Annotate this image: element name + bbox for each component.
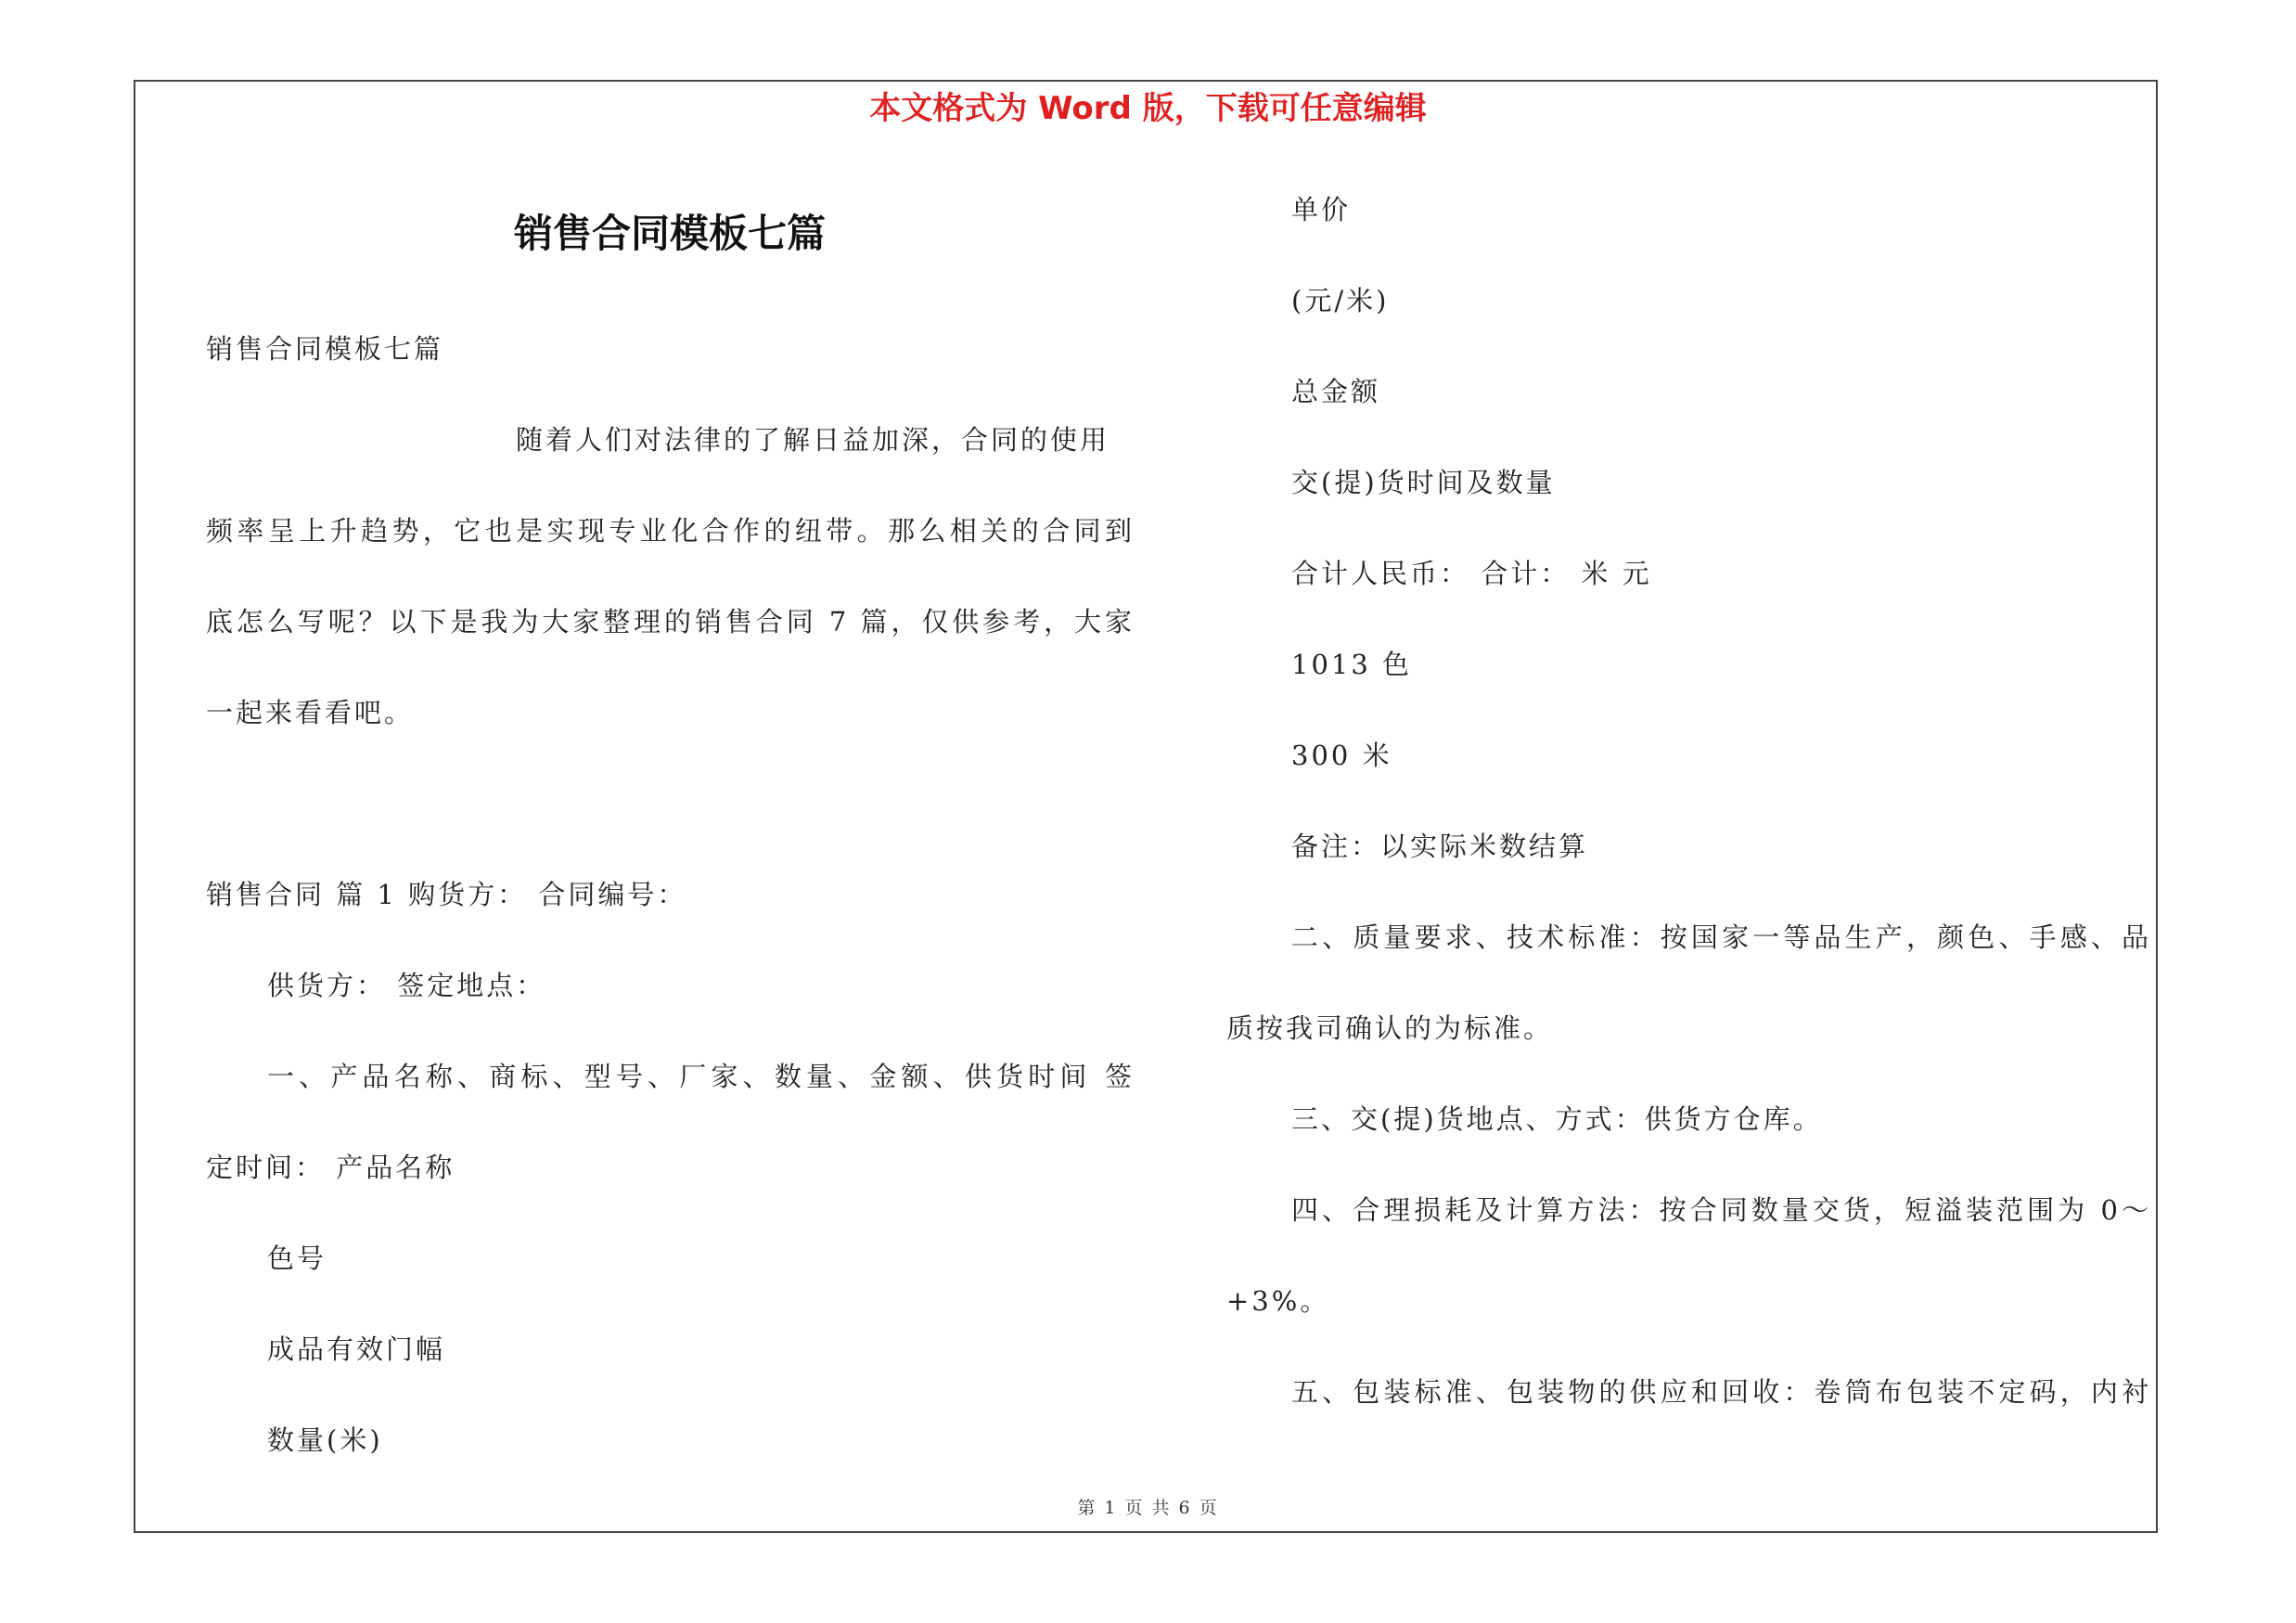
supplier-line: 供货方： 签定地点： xyxy=(267,970,546,1001)
clause-1-line-1: 一、产品名称、商标、型号、厂家、数量、金额、供货时间 签 xyxy=(267,1061,1134,1092)
color-value: 1013 色 xyxy=(1291,649,1413,680)
clause-4-line-2: +3%。 xyxy=(1226,1285,1330,1317)
subtitle-line: 销售合同模板七篇 xyxy=(206,333,444,365)
color-number-label: 色号 xyxy=(267,1243,327,1274)
clause-4-line-1: 四、合理损耗及计算方法：按合同数量交货，短溢装范围为 0～ xyxy=(1291,1194,2150,1226)
intro-line-3: 底怎么写呢？以下是我为大家整理的销售合同 7 篇，仅供参考，大家 xyxy=(206,606,1134,638)
editable-word-banner: 本文格式为 Word 版，下载可任意编辑 xyxy=(869,90,1427,127)
quantity-label: 数量(米) xyxy=(267,1424,383,1456)
clause-2-line-2: 质按我司确认的为标准。 xyxy=(1226,1012,1554,1044)
width-label: 成品有效门幅 xyxy=(267,1333,446,1365)
clause-3-line: 三、交(提)货地点、方式：供货方仓库。 xyxy=(1291,1103,1823,1135)
unit-price-unit: (元/米) xyxy=(1291,285,1390,316)
document-title: 销售合同模板七篇 xyxy=(513,211,826,256)
total-rmb-line: 合计人民币： 合计： 米 元 xyxy=(1291,558,1652,589)
intro-line-4: 一起来看看吧。 xyxy=(206,697,415,728)
remark-line: 备注：以实际米数结算 xyxy=(1291,831,1589,862)
page-number: 第 1 页 共 6 页 xyxy=(1077,1498,1219,1518)
meter-value: 300 米 xyxy=(1291,740,1392,771)
clause-2-line-1: 二、质量要求、技术标准：按国家一等品生产，颜色、手感、品 xyxy=(1291,921,2150,953)
total-amount-label: 总金额 xyxy=(1291,376,1381,407)
clause-5-line-1: 五、包装标准、包装物的供应和回收：卷筒布包装不定码，内衬 xyxy=(1291,1376,2150,1408)
clause-1-line-2: 定时间： 产品名称 xyxy=(206,1152,455,1183)
intro-line-2: 频率呈上升趋势，它也是实现专业化合作的纽带。那么相关的合同到 xyxy=(206,515,1134,547)
unit-price-label: 单价 xyxy=(1291,194,1352,225)
page-border xyxy=(134,80,2158,1533)
intro-line-1: 随着人们对法律的了解日益加深，合同的使用 xyxy=(516,424,1110,456)
contract-heading-line: 销售合同 篇 1 购货方： 合同编号： xyxy=(206,879,687,910)
delivery-time-label: 交(提)货时间及数量 xyxy=(1291,467,1556,498)
